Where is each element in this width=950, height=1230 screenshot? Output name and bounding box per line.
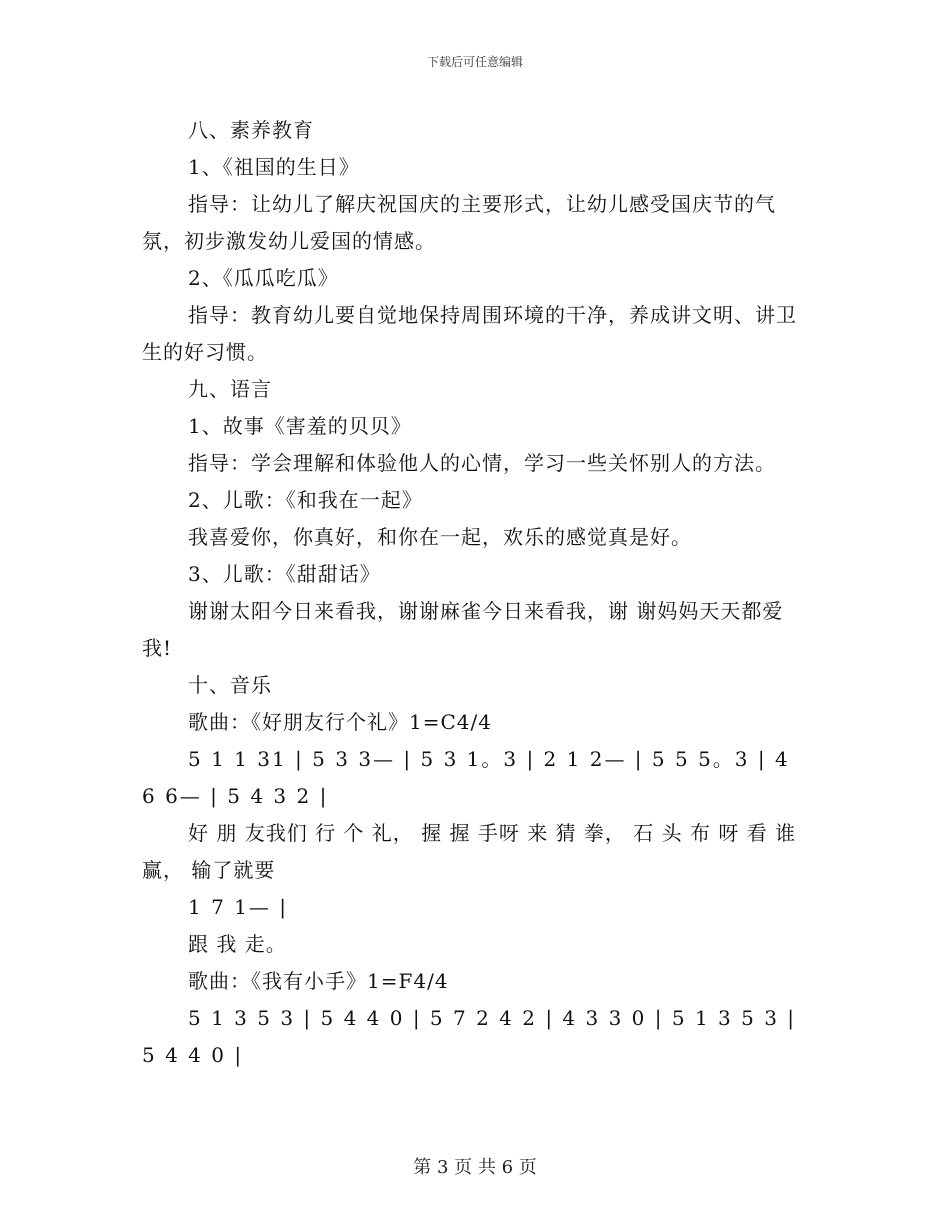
guidance-text: 指导：让幼儿了解庆祝国庆的主要形式，让幼儿感受国庆节的气氛，初步激发幼儿爱国的情感。 bbox=[142, 192, 776, 253]
rhyme-text: 谢谢太阳今日来看我，谢谢麻雀今日来看我，谢 谢妈妈天天都爱我! bbox=[142, 599, 784, 660]
section-heading-language: 九、语言 bbox=[188, 377, 272, 401]
guidance-text: 指导：学会理解和体验他人的心情，学习一些关怀别人的方法。 bbox=[188, 451, 776, 475]
music-notation: 5 1 1 31 | 5 3 3— | 5 3 1。3 | 2 1 2— | 5 5 5。3 | 4 6 6— | 5 4 3 2 | bbox=[142, 747, 799, 808]
item-title: 3、儿歌：《甜甜话》 bbox=[188, 562, 381, 586]
song-title: 歌曲：《好朋友行个礼》1=C4/4 bbox=[188, 710, 492, 734]
item-title: 1、故事《害羞的贝贝》 bbox=[188, 414, 412, 438]
section-heading-literacy: 八、素养教育 bbox=[188, 118, 314, 142]
music-notation: 5 1 3 5 3 | 5 4 4 0 | 5 7 2 4 2 | 4 3 3 0 | 5 1 3 5 3 | 5 4 4 0 | bbox=[142, 1006, 805, 1067]
page-footer: 第 3 页 共 6 页 bbox=[413, 1157, 537, 1178]
document-body bbox=[142, 112, 807, 1074]
rhyme-text: 我喜爱你，你真好，和你在一起，欢乐的感觉真是好。 bbox=[188, 525, 692, 549]
section-heading-music: 十、音乐 bbox=[188, 673, 272, 697]
song-lyrics: 跟 我 走。 bbox=[188, 932, 287, 956]
page-header: 下载后可任意编辑 bbox=[426, 55, 523, 69]
music-notation: 1 7 1— | bbox=[188, 895, 288, 919]
song-lyrics: 好 朋 友我们 行 个 礼， 握 握 手呀 来 猜 拳， 石 头 布 呀 看 谁 赢， 输了就要 bbox=[142, 821, 804, 882]
guidance-text: 指导：教育幼儿要自觉地保持周围环境的干净，养成讲文明、讲卫生的好习惯。 bbox=[142, 303, 797, 364]
item-title: 2、儿歌：《和我在一起》 bbox=[188, 488, 423, 512]
item-title: 1、《祖国的生日》 bbox=[188, 155, 360, 179]
song-title: 歌曲：《我有小手》1=F4/4 bbox=[188, 969, 449, 993]
item-title: 2、《瓜瓜吃瓜》 bbox=[188, 266, 339, 290]
